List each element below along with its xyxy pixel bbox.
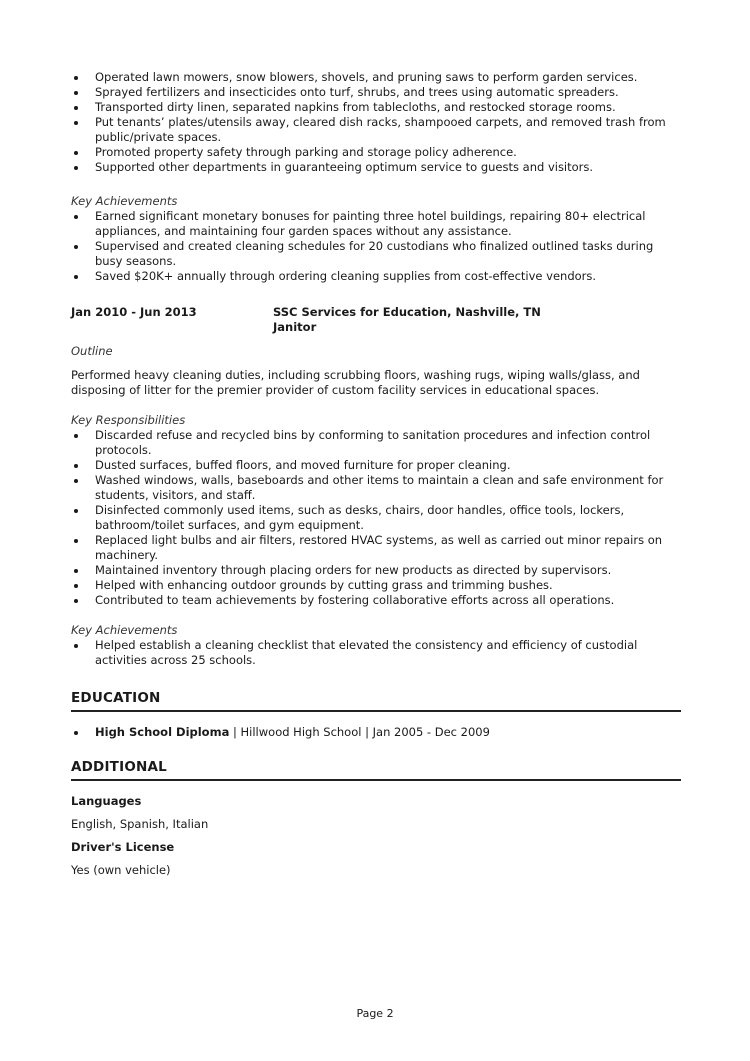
job-company: SSC Services for Education, Nashville, TN: [273, 305, 541, 319]
achievements-heading: Key Achievements: [71, 623, 178, 637]
outline-heading: Outline: [71, 344, 113, 358]
job-title: Janitor: [273, 320, 317, 334]
job-dates: Jan 2010 - Jun 2013: [71, 305, 197, 319]
additional-heading: ADDITIONAL: [71, 760, 681, 781]
prev-job-responsibilities: [71, 70, 681, 175]
list-item: Dusted surfaces, buffed floors, and moved furniture for proper cleaning.: [71, 458, 681, 473]
education-item: [71, 725, 681, 740]
list-item: Discarded refuse and recycled bins by conforming to sanitation procedures and infection control protocols.: [71, 428, 681, 458]
resume-page: [71, 70, 681, 878]
list-item: Replaced light bulbs and air filters, restored HVAC systems, as well as carried out minor repairs on machinery.: [71, 533, 681, 563]
degree: High School Diploma: [95, 725, 230, 739]
list-item: Sprayed fertilizers and insecticides onto turf, shrubs, and trees using automatic spreaders.: [71, 85, 681, 100]
license-label: Driver's License: [71, 840, 175, 854]
list-item: Promoted property safety through parking and storage policy adherence.: [71, 145, 681, 160]
job-outline: Performed heavy cleaning duties, including scrubbing floors, washing rugs, wiping walls/glass, and disposing of litter for the premier provider of custom facility services in educational spaces.: [71, 368, 640, 397]
education-list: [71, 725, 681, 740]
list-item: Maintained inventory through placing orders for new products as directed by supervisors.: [71, 563, 681, 578]
list-item: Washed windows, walls, baseboards and other items to maintain a clean and safe environment for students, visitors, and staff.: [71, 473, 681, 503]
job-header: [71, 305, 681, 335]
list-item: Disinfected commonly used items, such as desks, chairs, door handles, office tools, lockers, bathroom/toilet surfaces, and gym equipment.: [71, 503, 681, 533]
list-item: Earned significant monetary bonuses for painting three hotel buildings, repairing 80+ electrical appliances, and maintaining four garden spaces without any assistance.: [71, 209, 681, 239]
list-item: Supported other departments in guaranteeing optimum service to guests and visitors.: [71, 160, 681, 175]
languages-value: English, Spanish, Italian: [71, 817, 209, 831]
list-item: Put tenants’ plates/utensils away, cleared dish racks, shampooed carpets, and removed trash from public/private spaces.: [71, 115, 681, 145]
license-value: Yes (own vehicle): [71, 863, 171, 877]
list-item: Helped establish a cleaning checklist that elevated the consistency and efficiency of custodial activities across 25 schools.: [71, 638, 681, 668]
prev-job-achievements-heading: Key Achievements: [71, 194, 178, 208]
languages-label: Languages: [71, 794, 142, 808]
list-item: Helped with enhancing outdoor grounds by cutting grass and trimming bushes.: [71, 578, 681, 593]
list-item: Saved $20K+ annually through ordering cleaning supplies from cost-effective vendors.: [71, 269, 681, 284]
job-achievements: [71, 638, 681, 668]
page-number: Page 2: [356, 1007, 394, 1020]
list-item: Transported dirty linen, separated napkins from tablecloths, and restocked storage rooms.: [71, 100, 681, 115]
education-details: | Hillwood High School | Jan 2005 - Dec 2009: [229, 725, 490, 739]
list-item: Contributed to team achievements by fostering collaborative efforts across all operations.: [71, 593, 681, 608]
job-responsibilities: [71, 428, 681, 608]
responsibilities-heading: Key Responsibilities: [71, 413, 186, 427]
education-heading: EDUCATION: [71, 691, 681, 712]
list-item: Operated lawn mowers, snow blowers, shovels, and pruning saws to perform garden services.: [71, 70, 681, 85]
list-item: Supervised and created cleaning schedules for 20 custodians who finalized outlined tasks during busy seasons.: [71, 239, 681, 269]
prev-job-achievements: [71, 209, 681, 284]
